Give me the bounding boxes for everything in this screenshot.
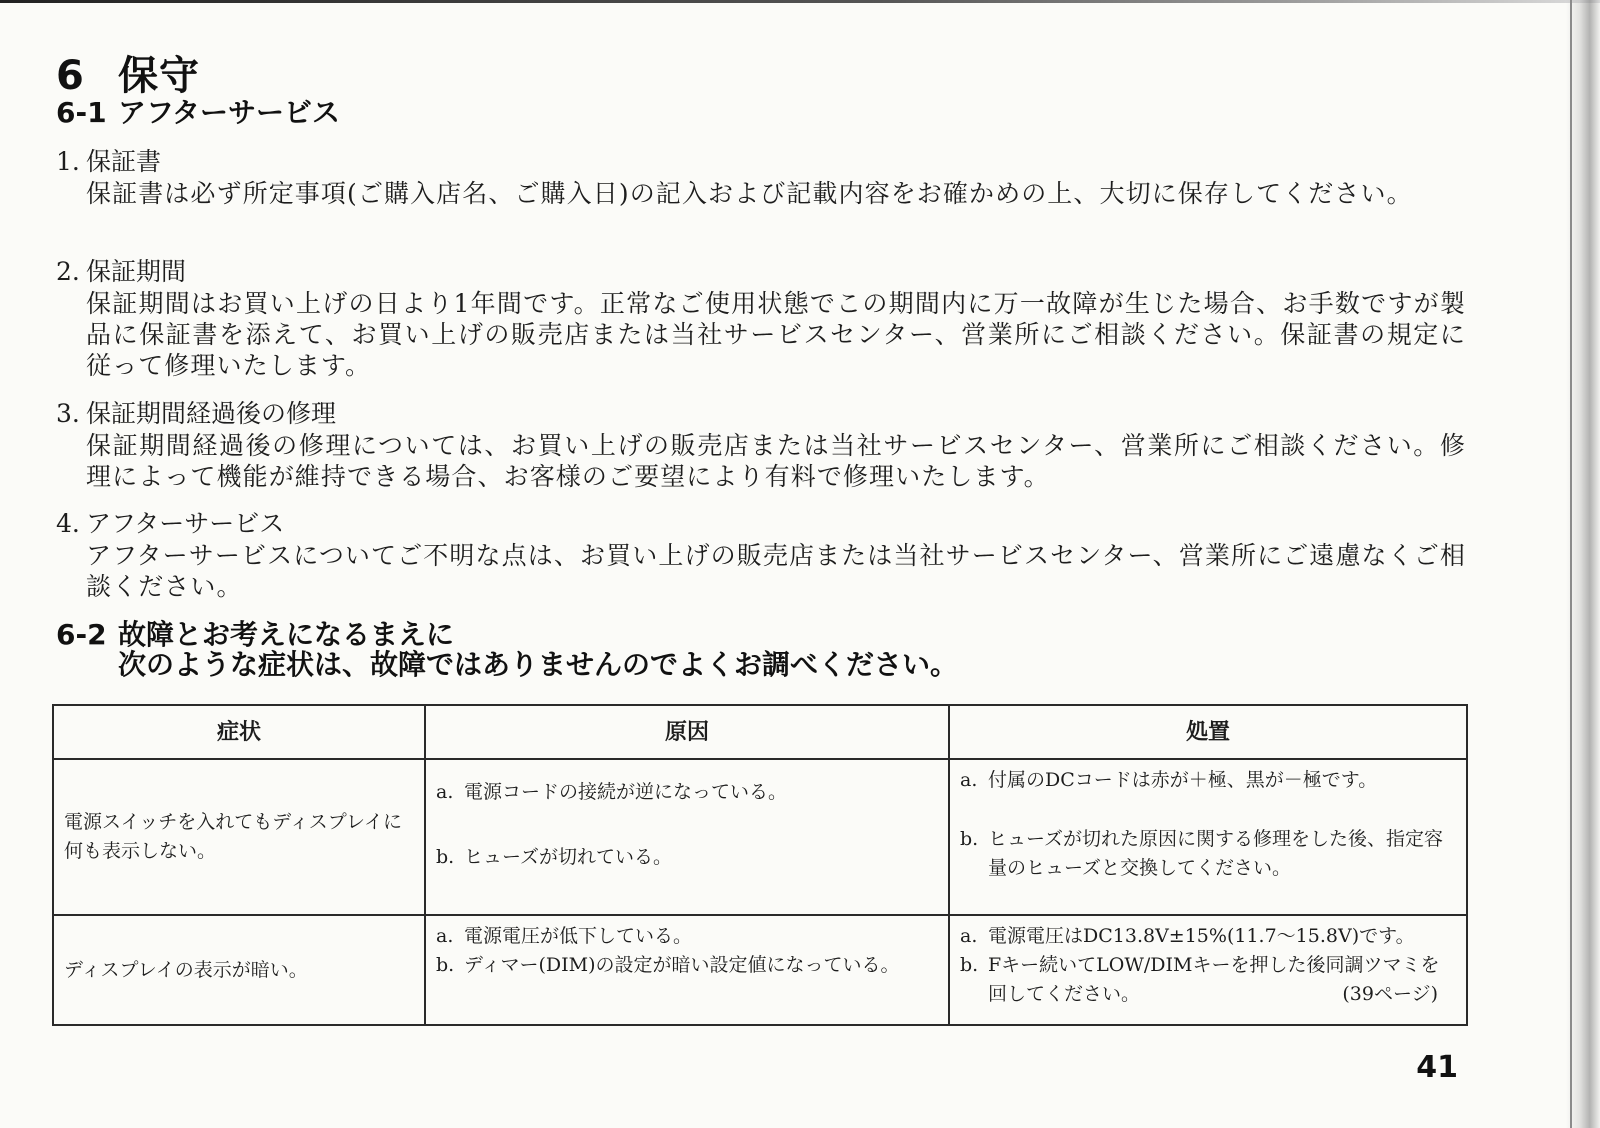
item-heading (56, 146, 1466, 178)
entry-label: a. (436, 925, 454, 947)
remedy-entry (960, 825, 1456, 883)
section-number: 6-2 (56, 618, 107, 651)
entry-text: ディマー(DIM)の設定が暗い設定値になっている。 (464, 954, 900, 976)
page-reference: (39ページ) (1342, 983, 1438, 1005)
cause-entry (436, 951, 938, 980)
entry-text: 付属のDCコードは赤が＋極、黒が－極です。 (988, 769, 1378, 791)
cause-entry (436, 843, 938, 872)
entry-text-with-ref (988, 951, 1456, 1009)
chapter-number: 6 (56, 53, 85, 99)
cause-cell (425, 915, 949, 1025)
symptom-cell: ディスプレイの表示が暗い。 (53, 915, 425, 1025)
entry-label: b. (960, 828, 979, 850)
item-heading-text: 保証期間経過後の修理 (86, 399, 337, 428)
section-title-after-service (56, 98, 340, 128)
item-index: 3. (56, 399, 80, 428)
entry-text: 電源コードの接続が逆になっている。 (464, 781, 788, 803)
table-header-row (53, 705, 1467, 759)
entry-text: 電源電圧はDC13.8V±15%(11.7～15.8V)です。 (988, 925, 1415, 947)
item-heading-text: 保証書 (86, 147, 162, 176)
cause-cell (425, 759, 949, 915)
troubleshooting-table (52, 704, 1468, 1026)
table-row (53, 759, 1467, 915)
remedy-cell (949, 759, 1467, 915)
table-row (53, 915, 1467, 1025)
entry-text: Fキー続いてLOW/DIMキーを押した後同調ツマミを回してください。 (988, 954, 1440, 1005)
item-index: 1. (56, 147, 80, 176)
cause-entry (436, 922, 938, 951)
remedy-cell (949, 915, 1467, 1025)
scan-right-edge (1570, 0, 1572, 1128)
item-body: 保証期間経過後の修理については、お買い上げの販売店または当社サービスセンター、営業所にご相談ください。修理によって機能が維持できる場合、お客様のご要望により有料で修理いたします。 (86, 431, 1466, 491)
entry-label: b. (436, 954, 455, 976)
entry-text: ヒューズが切れた原因に関する修理をした後、指定容量のヒューズと交換してください。 (988, 828, 1444, 879)
cause-entry (436, 778, 938, 807)
entry-text: ヒューズが切れている。 (464, 846, 673, 868)
list-item-warranty-period (56, 256, 1466, 381)
item-index: 2. (56, 257, 80, 286)
section-title-text: 故障とお考えになるまえに (118, 618, 455, 651)
item-heading-text: アフターサービス (86, 509, 285, 538)
column-header-cause: 原因 (425, 705, 949, 759)
chapter-title (56, 44, 200, 101)
remedy-entry (960, 766, 1456, 795)
column-header-remedy: 処置 (949, 705, 1467, 759)
scan-top-edge (0, 0, 1600, 3)
remedy-entry (960, 922, 1456, 951)
item-heading (56, 256, 1466, 288)
column-header-symptom: 症状 (53, 705, 425, 759)
item-body: 保証期間はお買い上げの日より1年間です。正常なご使用状態でこの期間内に万一故障が生じた場合、お手数ですが製品に保証書を添えて、お買い上げの販売店または当社サービスセンター、営業所にご相談ください。保証書の規定に従って修理いたします。 (86, 289, 1466, 380)
remedy-entry (960, 951, 1456, 1009)
item-heading (56, 398, 1466, 430)
section-title-text: アフターサービス (118, 96, 341, 129)
list-item-after-service (56, 508, 1466, 602)
symptom-cell: 電源スイッチを入れてもディスプレイに何も表示しない。 (53, 759, 425, 915)
section-number: 6-1 (56, 96, 107, 129)
item-heading-text: 保証期間 (86, 257, 187, 286)
section-title-troubleshooting (56, 620, 958, 680)
list-item-post-warranty-repair (56, 398, 1466, 492)
entry-label: a. (960, 925, 978, 947)
page-number: 41 (1416, 1050, 1458, 1085)
entry-label: a. (436, 781, 454, 803)
entry-label: b. (960, 954, 979, 976)
item-heading (56, 508, 1466, 540)
item-index: 4. (56, 509, 80, 538)
item-body: 保証書は必ず所定事項(ご購入店名、ご購入日)の記入および記載内容をお確かめの上、大切に保存してください。 (86, 179, 1413, 208)
entry-label: a. (960, 769, 978, 791)
section-subtitle: 次のような症状は、故障ではありませんのでよくお調べください。 (118, 648, 959, 681)
entry-text: 電源電圧が低下している。 (464, 925, 693, 947)
entry-label: b. (436, 846, 455, 868)
chapter-title-text: 保守 (118, 53, 200, 99)
list-item-warranty-card (56, 146, 1466, 209)
item-body: アフターサービスについてご不明な点は、お買い上げの販売店または当社サービスセンター、営業所にご遠慮なくご相談ください。 (86, 541, 1466, 601)
